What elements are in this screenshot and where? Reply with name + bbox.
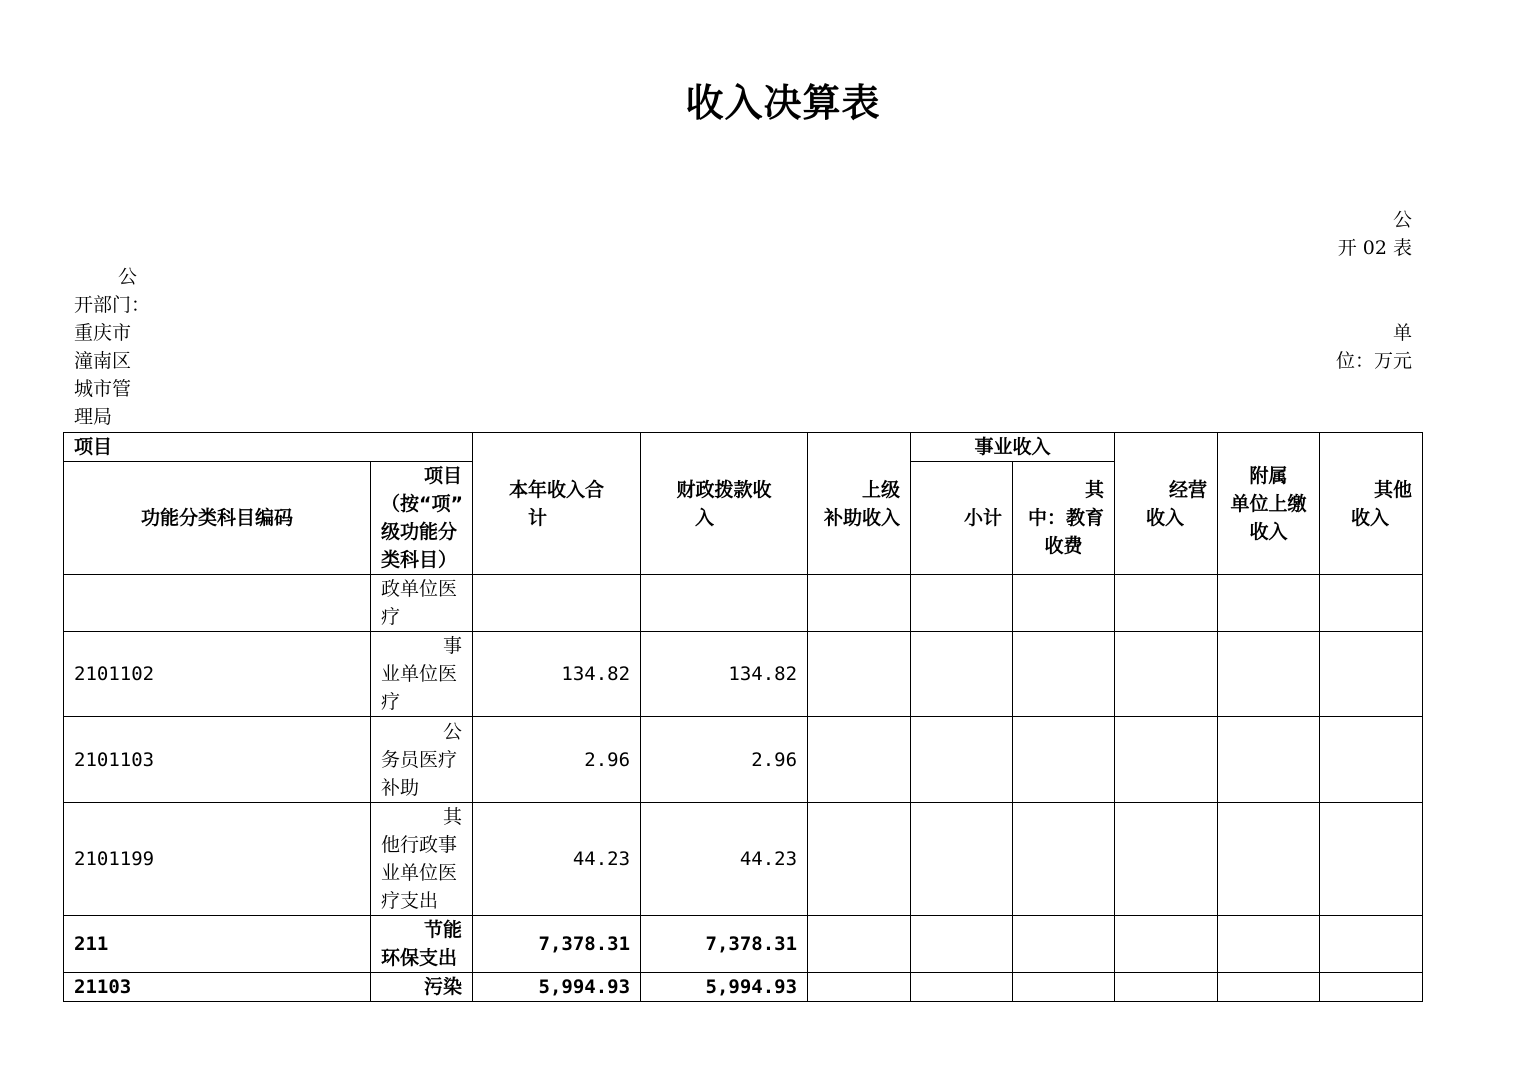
unit-line1: 单 [1392, 322, 1412, 344]
cell-fiscal: 134.82 [641, 632, 808, 717]
cell-empty [1013, 632, 1115, 717]
cell-code: 21103 [64, 973, 371, 1002]
department-line: 潼南区 [74, 350, 132, 372]
cell-empty [1013, 803, 1115, 916]
table-number-line1: 公 [1392, 209, 1412, 231]
cell-code: 2101103 [64, 717, 371, 803]
cell-item-name: 公 务员医疗 补助 [371, 717, 473, 803]
cell-item-name: 事 业单位医 疗 [371, 632, 473, 717]
department-label [74, 263, 158, 431]
cell-code: 2101102 [64, 632, 371, 717]
cell-fiscal: 44.23 [641, 803, 808, 916]
cell-empty [1320, 973, 1423, 1002]
cell-empty [911, 973, 1013, 1002]
cell-empty [1320, 717, 1423, 803]
cell-empty [911, 575, 1013, 632]
cell-empty [911, 803, 1013, 916]
cell-empty [808, 575, 911, 632]
cell-empty [911, 632, 1013, 717]
cell-empty [1013, 916, 1115, 973]
cell-empty [1115, 575, 1218, 632]
cell-fiscal: 7,378.31 [641, 916, 808, 973]
header-business-subtotal: 小计 [911, 462, 1013, 575]
cell-empty [808, 717, 911, 803]
cell-total: 134.82 [473, 632, 641, 717]
cell-total: 7,378.31 [473, 916, 641, 973]
table-body [64, 575, 1423, 1002]
cell-empty [1115, 916, 1218, 973]
cell-item-name: 节能 环保支出 [371, 916, 473, 973]
table-number-line2: 开 02 表 [1337, 237, 1412, 259]
cell-total: 5,994.93 [473, 973, 641, 1002]
cell-empty [1320, 575, 1423, 632]
cell-code: 2101199 [64, 803, 371, 916]
department-line: 重庆市 [74, 322, 132, 344]
cell-empty [1218, 632, 1320, 717]
cell-empty [1218, 575, 1320, 632]
page-title: 收入决算表 [685, 81, 881, 125]
department-line: 理局 [74, 406, 113, 428]
income-table [63, 432, 1423, 1002]
header-other: 其他 收入 [1320, 433, 1423, 575]
table-row [64, 717, 1423, 803]
cell-empty [808, 803, 911, 916]
cell-item-name: 其 他行政事 业单位医 疗支出 [371, 803, 473, 916]
cell-empty [1218, 916, 1320, 973]
department-line: 开部门： [74, 294, 151, 316]
cell-total: 44.23 [473, 803, 641, 916]
table-row [64, 803, 1423, 916]
header-business-edu: 其 中：教育 收费 [1013, 462, 1115, 575]
cell-empty [1013, 973, 1115, 1002]
table-number [1338, 206, 1412, 262]
header-affiliated: 附属 单位上缴 收入 [1218, 433, 1320, 575]
header-code: 功能分类科目编码 [64, 462, 371, 575]
cell-empty [1320, 803, 1423, 916]
header-item-name: 项目 （按“项” 级功能分 类科目） [371, 462, 473, 575]
header-item-group: 项目 [64, 433, 473, 462]
cell-code [64, 575, 371, 632]
cell-empty [1013, 575, 1115, 632]
table-row [64, 575, 1423, 632]
department-line: 城市管 [74, 378, 132, 400]
cell-fiscal: 2.96 [641, 717, 808, 803]
cell-empty [1115, 717, 1218, 803]
cell-empty [1320, 916, 1423, 973]
header-fiscal: 财政拨款收 入 [641, 433, 808, 575]
unit-line2: 位：万元 [1335, 350, 1412, 372]
header-business-group: 事业收入 [911, 433, 1115, 462]
cell-total [473, 575, 641, 632]
cell-empty [1218, 717, 1320, 803]
table-row [64, 632, 1423, 717]
cell-empty [911, 916, 1013, 973]
cell-empty [1320, 632, 1423, 717]
cell-empty [808, 973, 911, 1002]
unit-label [1336, 319, 1412, 375]
department-line: 公 [118, 266, 138, 288]
cell-empty [911, 717, 1013, 803]
cell-fiscal: 5,994.93 [641, 973, 808, 1002]
cell-fiscal [641, 575, 808, 632]
cell-empty [1115, 632, 1218, 717]
header-total: 本年收入合 计 [473, 433, 641, 575]
cell-empty [1013, 717, 1115, 803]
cell-empty [1115, 973, 1218, 1002]
cell-empty [1115, 803, 1218, 916]
header-operating: 经营 收入 [1115, 433, 1218, 575]
cell-empty [808, 632, 911, 717]
cell-empty [1218, 973, 1320, 1002]
cell-empty [808, 916, 911, 973]
cell-code: 211 [64, 916, 371, 973]
table-row [64, 973, 1423, 1002]
cell-item-name: 政单位医 疗 [371, 575, 473, 632]
table-row [64, 916, 1423, 973]
cell-empty [1218, 803, 1320, 916]
cell-item-name: 污染 [371, 973, 473, 1002]
cell-total: 2.96 [473, 717, 641, 803]
header-superior: 上级 补助收入 [808, 433, 911, 575]
